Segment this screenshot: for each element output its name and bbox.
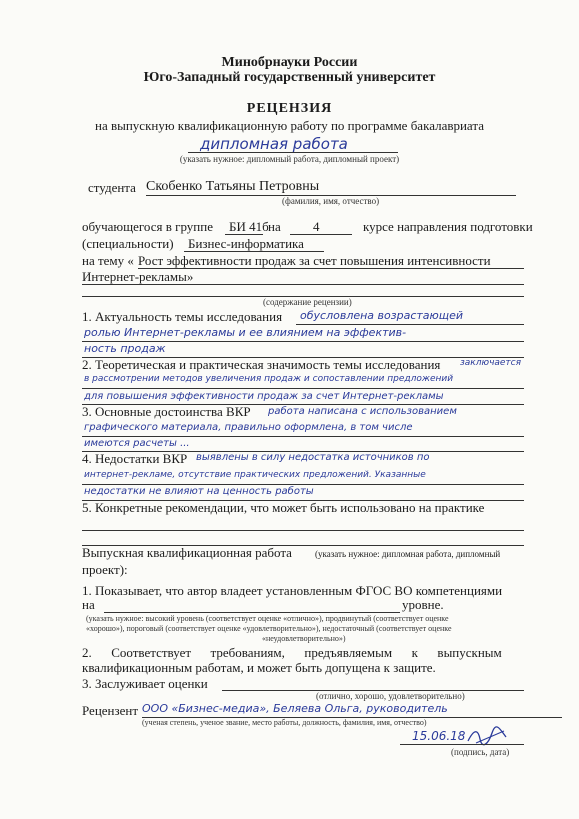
level-hint-a: (указать нужное: высокий уровень (соответствует оценке «отлично»), продвинутый (соответствует оценке	[86, 614, 449, 623]
conclusion-line1-hint: (указать нужное: дипломная работа, дипломный	[315, 549, 501, 559]
section-5-label: 5. Конкретные рекомендации, что может быть использовано на практике	[82, 500, 485, 515]
section-4-handwriting-1: выявлены в силу недостатка источников по	[196, 452, 430, 463]
reviewer-label: Рецензент	[82, 703, 139, 718]
student-label: студента	[88, 180, 136, 195]
grade-label: 3. Заслуживает оценки	[82, 676, 208, 691]
work-type-handwritten: дипломная работа	[200, 135, 348, 153]
specialty-value: Бизнес-информатика	[188, 236, 304, 251]
section-4-label: 4. Недостатки ВКР	[82, 451, 188, 466]
section-2-handwriting-1: заключается	[460, 358, 522, 368]
section-2-label: 2. Теоретическая и практическая значимость темы исследования	[82, 357, 441, 372]
requirements-text-2: квалификационным работам, и может быть допущена к защите.	[82, 660, 436, 675]
grade-hint: (отлично, хорошо, удовлетворительно)	[316, 691, 465, 701]
section-1-handwriting-3: ность продаж	[84, 342, 166, 355]
page-title: РЕЦЕНЗИЯ	[246, 101, 333, 116]
subtitle: на выпускную квалификационную работу по программе бакалавриата	[95, 118, 484, 133]
signature-date-hint: (подпись, дата)	[451, 747, 510, 757]
section-3-handwriting-1: работа написана с использованием	[268, 406, 457, 417]
student-hint: (фамилия, имя, отчество)	[282, 196, 380, 206]
course-value: 4	[313, 219, 320, 234]
section-3-label: 3. Основные достоинства ВКР	[82, 404, 251, 419]
section-3-handwriting-2: графического материала, правильно оформлена, в том числе	[84, 422, 413, 433]
level-suffix: уровне.	[402, 597, 444, 612]
work-type-hint: (указать нужное: дипломный работа, дипломный проект)	[179, 154, 400, 164]
section-2-handwriting-2: в рассмотрении методов увеличения продаж и сопоставлении предложений	[84, 374, 454, 384]
section-1-handwriting-1: обусловлена возрастающей	[300, 309, 464, 322]
level-hint-c: «неудовлетворительно»)	[262, 634, 346, 643]
topic-prefix: на тему «	[82, 253, 134, 268]
reviewer-handwriting: ООО «Бизнес-медиа», Беляева Ольга, руководитель	[142, 702, 448, 715]
section-1-handwriting-2: ролью Интернет-рекламы и ее влиянием на эффектив-	[84, 326, 407, 339]
section-2-handwriting-3: для повышения эффективности продаж за счет Интернет-рекламы	[84, 391, 444, 402]
section-4-handwriting-3: недостатки не влияют на ценность работы	[84, 486, 314, 497]
review-date-handwriting: 15.06.18	[412, 729, 466, 743]
level-hint-b: «хорошо»), пороговый (соответствует оценке «удовлетворительно»), недостаточный (соответствует оценке	[86, 624, 452, 633]
section-3-handwriting-3: имеются расчеты ...	[84, 438, 190, 449]
section-4-handwriting-2: интернет-рекламе, отсутствие практических предложений. Указанные	[84, 470, 426, 480]
conclusion-line2: проект):	[82, 562, 128, 577]
requirements-text-1: 2. Соответствует требованиям, предъявляемым к выпускным	[82, 645, 502, 660]
section-1-label: 1. Актуальность темы исследования	[82, 309, 283, 324]
group-value: БИ 41б	[229, 219, 269, 234]
conclusion-line1: Выпускная квалификационная работа	[82, 545, 292, 560]
specialty-label: (специальности)	[82, 236, 174, 251]
university-heading: Юго-Западный государственный университет	[143, 70, 436, 85]
reviewer-hint: (ученая степень, ученое звание, место работы, должность, фамилия, имя, отчество)	[142, 718, 427, 727]
ministry-heading: Минобрнауки России	[221, 55, 358, 70]
course-on-label: на	[268, 219, 281, 234]
topic-line1: Рост эффективности продаж за счет повышения интенсивности	[138, 253, 491, 268]
level-prefix: на	[82, 597, 95, 612]
competence-text: 1. Показывает, что автор владеет установленным ФГОС ВО компетенциями	[82, 583, 503, 598]
content-hint: (содержание рецензии)	[263, 297, 352, 307]
student-name: Скобенко Татьяны Петровны	[146, 179, 320, 194]
direction-label: курсе направления подготовки	[363, 219, 533, 234]
topic-line2: Интернет-рекламы»	[82, 269, 194, 284]
group-prefix: обучающегося в группе	[82, 219, 213, 234]
